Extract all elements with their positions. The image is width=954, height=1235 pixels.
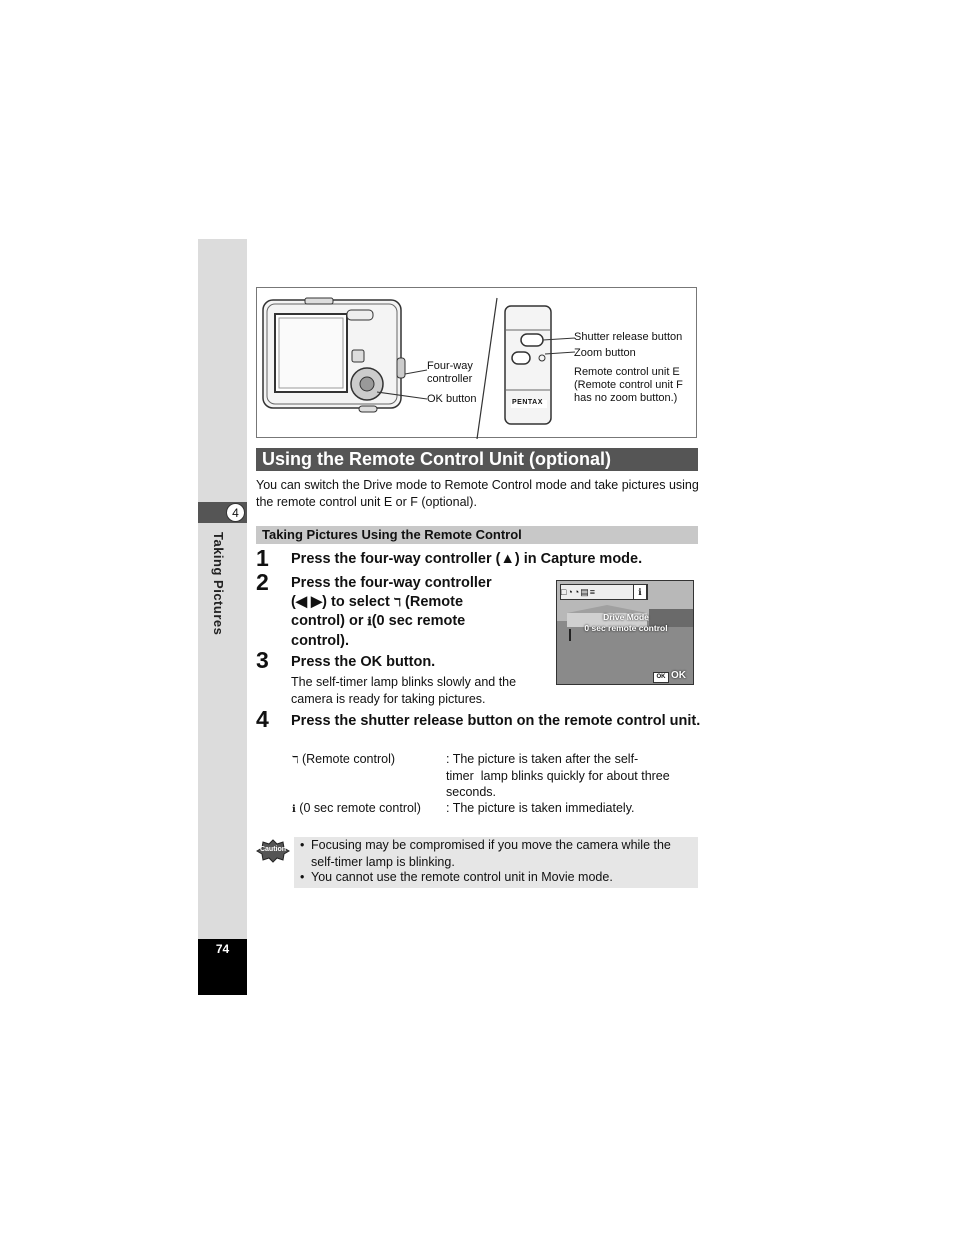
caution-icon: Caution	[256, 839, 290, 863]
ok-key-icon: OK	[653, 672, 669, 683]
mode-name-remote: ℸ (Remote control)	[292, 752, 396, 766]
screen-subtitle: 0 sec remote control	[584, 623, 668, 633]
chapter-number: 4	[226, 503, 245, 522]
mode-desc-remote: : The picture is taken after the self-timer lamp blinks quickly for about three seconds.	[446, 752, 670, 799]
step-text: Press the four-way controller (◀ ▶) to select ℸ (Remote control) or ℹ(0 sec remote control).	[291, 575, 492, 649]
step-text: Press the four-way controller (▲) in Capture mode.	[291, 551, 643, 567]
zero-sec-remote-icon: ℹ	[367, 616, 372, 628]
step-number: 2	[256, 569, 269, 595]
step-text: Press the shutter release button on the remote control unit.	[291, 713, 701, 729]
shutter-release-label: Shutter release button	[574, 331, 683, 343]
page-number: 74	[215, 942, 230, 956]
step-number: 1	[256, 545, 269, 571]
section-title: Using the Remote Control Unit (optional)	[262, 449, 611, 469]
caution-box	[294, 837, 698, 888]
remote-control-icon: ℸ	[292, 755, 299, 766]
bullet-marker: •	[300, 870, 305, 884]
camera-remote-figure	[256, 287, 697, 438]
remote-selected-icon: ℹ	[633, 584, 647, 600]
drive-mode-screen	[556, 580, 694, 685]
remote-brand-logo: PENTAX	[512, 399, 543, 406]
caution-bullet: You cannot use the remote control unit in Movie mode.	[311, 870, 613, 884]
mode-name-zero-sec: ℹ (0 sec remote control)	[292, 801, 421, 815]
camera-illustration	[257, 288, 698, 439]
remote-unit-label: Remote control unit E (Remote control unit F has no zoom button.)	[574, 366, 683, 404]
bullet-marker: •	[300, 838, 305, 852]
chapter-label: Taking Pictures	[211, 532, 226, 636]
step-text: Press the OK button.	[291, 654, 436, 670]
intro-text: You can switch the Drive mode to Remote Control mode and take pictures using the remote control unit E or F (optional).	[256, 478, 699, 509]
step-number: 4	[256, 706, 269, 732]
step-number: 3	[256, 647, 269, 673]
screen-title: Drive Mode	[603, 612, 649, 622]
mode-desc-zero-sec: : The picture is taken immediately.	[446, 801, 635, 815]
four-way-controller-label: Four-way controller	[427, 360, 473, 385]
zoom-button-label: Zoom button	[574, 347, 636, 359]
remote-control-icon: ℸ	[393, 596, 401, 609]
drive-mode-icon-row: □◔◔▤≡	[560, 584, 648, 600]
step-body: The self-timer lamp blinks slowly and the camera is ready for taking pictures.	[291, 675, 517, 706]
subsection-title: Taking Pictures Using the Remote Control	[262, 527, 522, 542]
caution-bullet: Focusing may be compromised if you move the camera while the self-timer lamp is blinking.	[311, 838, 671, 869]
ok-button-label: OK button	[427, 393, 477, 405]
zero-sec-remote-icon: ℹ	[292, 804, 296, 815]
ok-label: OK	[671, 670, 686, 681]
